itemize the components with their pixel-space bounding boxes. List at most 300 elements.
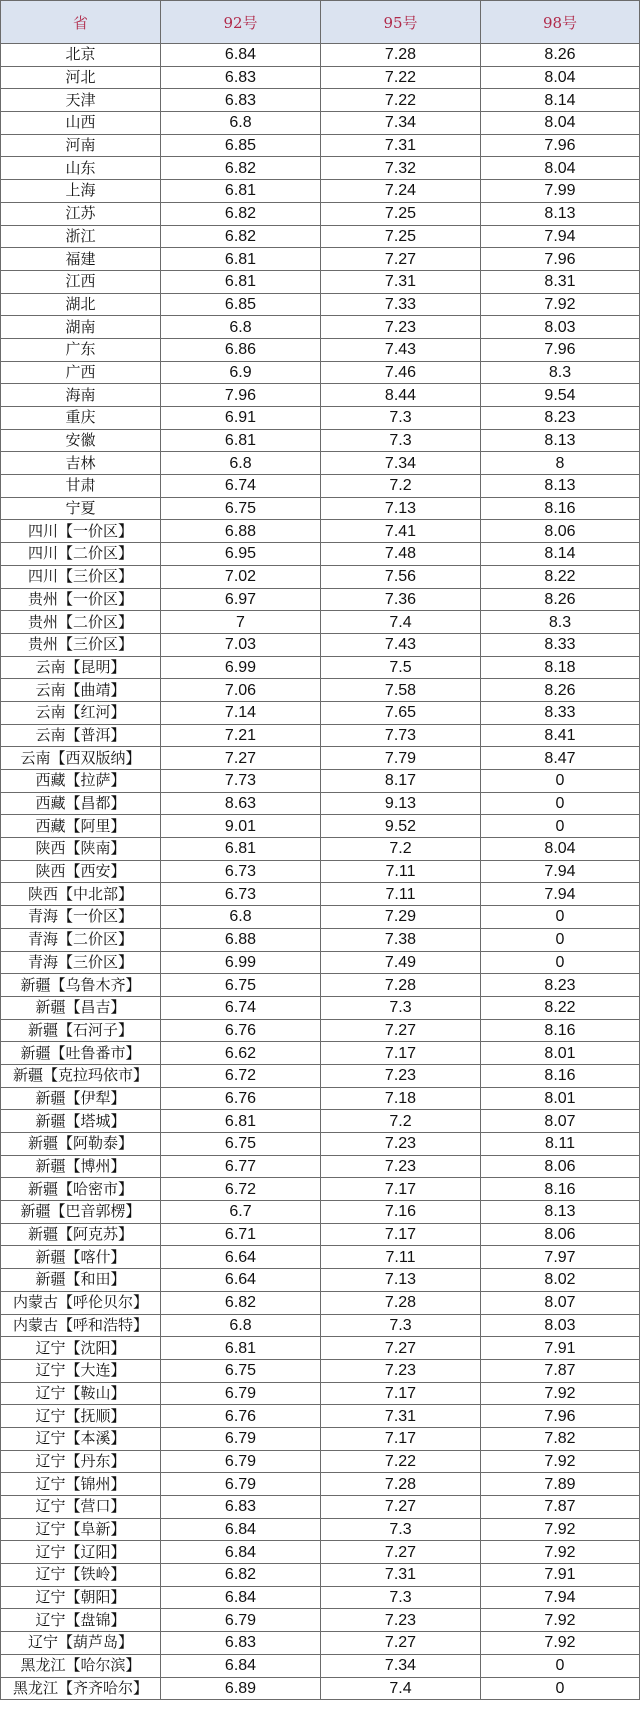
table-row [1,1110,640,1133]
price-98-cell: 8.16 [481,1064,640,1087]
price-98-cell: 7.91 [481,1564,640,1587]
province-cell: 黑龙江【齐齐哈尔】 [1,1677,161,1700]
table-row [1,770,640,793]
price-92-cell: 6.72 [161,1178,321,1201]
price-92-cell: 6.75 [161,497,321,520]
province-cell: 陕西【西安】 [1,860,161,883]
price-92-cell: 6.8 [161,452,321,475]
price-92-cell: 6.75 [161,974,321,997]
price-92-cell: 6.73 [161,860,321,883]
price-95-cell: 7.3 [321,429,481,452]
price-92-cell: 6.81 [161,180,321,203]
province-cell: 宁夏 [1,497,161,520]
table-row [1,838,640,861]
price-95-cell: 8.17 [321,770,481,793]
province-cell: 贵州【三价区】 [1,633,161,656]
price-98-cell: 8.04 [481,112,640,135]
table-row [1,656,640,679]
province-cell: 西藏【昌都】 [1,792,161,815]
table-row [1,293,640,316]
price-98-cell: 7.94 [481,860,640,883]
price-98-cell: 8.16 [481,1019,640,1042]
price-92-cell: 6.81 [161,1110,321,1133]
table-row [1,89,640,112]
price-92-cell: 6.86 [161,338,321,361]
province-cell: 陕西【中北部】 [1,883,161,906]
price-92-cell: 6.99 [161,656,321,679]
province-cell: 青海【二价区】 [1,928,161,951]
price-98-cell: 0 [481,1677,640,1700]
province-cell: 辽宁【丹东】 [1,1450,161,1473]
price-98-cell: 7.92 [481,1609,640,1632]
price-98-cell: 8.33 [481,701,640,724]
province-cell: 内蒙古【呼和浩特】 [1,1314,161,1337]
header-98: 98号 [481,1,640,44]
price-92-cell: 6.84 [161,1654,321,1677]
province-cell: 陕西【陕南】 [1,838,161,861]
price-98-cell: 0 [481,770,640,793]
price-95-cell: 7.31 [321,1405,481,1428]
price-92-cell: 6.91 [161,407,321,430]
province-cell: 新疆【博州】 [1,1155,161,1178]
price-95-cell: 7.38 [321,928,481,951]
price-92-cell: 7.02 [161,565,321,588]
province-cell: 辽宁【抚顺】 [1,1405,161,1428]
price-92-cell: 9.01 [161,815,321,838]
table-row [1,452,640,475]
price-98-cell: 8.04 [481,66,640,89]
price-98-cell: 8.04 [481,157,640,180]
price-92-cell: 7.27 [161,747,321,770]
table-row [1,747,640,770]
table-row [1,44,640,67]
province-cell: 贵州【二价区】 [1,611,161,634]
price-92-cell: 6.79 [161,1427,321,1450]
province-cell: 江西 [1,270,161,293]
province-cell: 新疆【巴音郭楞】 [1,1201,161,1224]
price-92-cell: 6.85 [161,293,321,316]
province-cell: 黑龙江【哈尔滨】 [1,1654,161,1677]
price-98-cell: 8.16 [481,497,640,520]
table-row [1,1473,640,1496]
price-95-cell: 7.58 [321,679,481,702]
province-cell: 河北 [1,66,161,89]
table-row [1,724,640,747]
table-row [1,1042,640,1065]
price-95-cell: 8.44 [321,384,481,407]
province-cell: 云南【曲靖】 [1,679,161,702]
table-row [1,860,640,883]
province-cell: 新疆【哈密市】 [1,1178,161,1201]
price-98-cell: 8.26 [481,588,640,611]
price-95-cell: 7.49 [321,951,481,974]
table-row [1,407,640,430]
province-cell: 云南【西双版纳】 [1,747,161,770]
price-95-cell: 7.11 [321,860,481,883]
price-95-cell: 9.13 [321,792,481,815]
price-98-cell: 8.23 [481,407,640,430]
province-cell: 辽宁【阜新】 [1,1518,161,1541]
price-98-cell: 8 [481,452,640,475]
price-92-cell: 6.79 [161,1609,321,1632]
header-row [1,1,640,44]
price-92-cell: 6.84 [161,44,321,67]
price-95-cell: 7.28 [321,974,481,997]
price-98-cell: 7.96 [481,134,640,157]
price-92-cell: 6.8 [161,316,321,339]
province-cell: 贵州【一价区】 [1,588,161,611]
price-98-cell: 9.54 [481,384,640,407]
price-95-cell: 7.2 [321,1110,481,1133]
price-98-cell: 8.3 [481,611,640,634]
province-cell: 山西 [1,112,161,135]
price-95-cell: 7.28 [321,1473,481,1496]
table-row [1,543,640,566]
price-98-cell: 7.96 [481,1405,640,1428]
province-cell: 辽宁【大连】 [1,1359,161,1382]
price-95-cell: 7.31 [321,270,481,293]
province-cell: 四川【三价区】 [1,565,161,588]
table-row [1,270,640,293]
price-95-cell: 7.79 [321,747,481,770]
table-row [1,1654,640,1677]
price-92-cell: 6.83 [161,1632,321,1655]
price-92-cell: 6.82 [161,1564,321,1587]
province-cell: 福建 [1,248,161,271]
price-95-cell: 7.23 [321,316,481,339]
province-cell: 辽宁【铁岭】 [1,1564,161,1587]
province-cell: 江苏 [1,202,161,225]
price-92-cell: 7.14 [161,701,321,724]
province-cell: 新疆【石河子】 [1,1019,161,1042]
price-98-cell: 8.18 [481,656,640,679]
price-98-cell: 8.03 [481,316,640,339]
province-cell: 辽宁【鞍山】 [1,1382,161,1405]
province-cell: 内蒙古【呼伦贝尔】 [1,1291,161,1314]
price-98-cell: 8.01 [481,1042,640,1065]
price-95-cell: 7.17 [321,1042,481,1065]
province-cell: 四川【一价区】 [1,520,161,543]
province-cell: 辽宁【沈阳】 [1,1337,161,1360]
price-92-cell: 7 [161,611,321,634]
price-95-cell: 7.22 [321,66,481,89]
price-98-cell: 8.22 [481,565,640,588]
price-95-cell: 7.13 [321,1269,481,1292]
price-98-cell: 8.03 [481,1314,640,1337]
province-cell: 安徽 [1,429,161,452]
price-98-cell: 7.99 [481,180,640,203]
price-98-cell: 8.41 [481,724,640,747]
price-95-cell: 7.34 [321,452,481,475]
price-98-cell: 7.92 [481,1541,640,1564]
price-95-cell: 7.48 [321,543,481,566]
price-92-cell: 6.88 [161,520,321,543]
price-95-cell: 9.52 [321,815,481,838]
table-row [1,1291,640,1314]
price-95-cell: 7.34 [321,112,481,135]
price-92-cell: 7.96 [161,384,321,407]
price-98-cell: 8.22 [481,996,640,1019]
price-92-cell: 6.84 [161,1541,321,1564]
province-cell: 新疆【吐鲁番市】 [1,1042,161,1065]
table-row [1,497,640,520]
table-row [1,361,640,384]
table-row [1,1155,640,1178]
price-98-cell: 0 [481,792,640,815]
province-cell: 新疆【伊犁】 [1,1087,161,1110]
table-row [1,1337,640,1360]
price-92-cell: 6.9 [161,361,321,384]
table-row [1,974,640,997]
table-row [1,134,640,157]
price-92-cell: 6.64 [161,1269,321,1292]
price-95-cell: 7.32 [321,157,481,180]
price-95-cell: 7.27 [321,248,481,271]
price-98-cell: 8.14 [481,89,640,112]
price-92-cell: 6.82 [161,1291,321,1314]
table-row [1,996,640,1019]
price-92-cell: 6.74 [161,996,321,1019]
price-92-cell: 6.81 [161,270,321,293]
price-95-cell: 7.65 [321,701,481,724]
table-row [1,1064,640,1087]
price-95-cell: 7.16 [321,1201,481,1224]
price-92-cell: 6.75 [161,1359,321,1382]
price-98-cell: 8.26 [481,44,640,67]
table-row [1,1677,640,1700]
price-98-cell: 0 [481,906,640,929]
price-98-cell: 0 [481,928,640,951]
price-92-cell: 6.97 [161,588,321,611]
price-98-cell: 7.94 [481,1586,640,1609]
price-95-cell: 7.23 [321,1155,481,1178]
table-row [1,565,640,588]
price-98-cell: 8.13 [481,202,640,225]
table-row [1,928,640,951]
province-cell: 山东 [1,157,161,180]
table-row [1,248,640,271]
price-95-cell: 7.56 [321,565,481,588]
price-92-cell: 6.83 [161,89,321,112]
table-body [1,44,640,1700]
price-98-cell: 0 [481,1654,640,1677]
province-cell: 西藏【拉萨】 [1,770,161,793]
header-92: 92号 [161,1,321,44]
price-92-cell: 6.8 [161,1314,321,1337]
price-98-cell: 0 [481,815,640,838]
table-row [1,1450,640,1473]
price-92-cell: 7.03 [161,633,321,656]
price-98-cell: 7.82 [481,1427,640,1450]
price-98-cell: 8.26 [481,679,640,702]
table-row [1,520,640,543]
province-cell: 重庆 [1,407,161,430]
table-row [1,1269,640,1292]
table-row [1,1609,640,1632]
price-92-cell: 7.06 [161,679,321,702]
price-95-cell: 7.25 [321,225,481,248]
province-cell: 吉林 [1,452,161,475]
province-cell: 辽宁【葫芦岛】 [1,1632,161,1655]
price-98-cell: 8.11 [481,1133,640,1156]
table-row [1,883,640,906]
price-98-cell: 7.91 [481,1337,640,1360]
price-98-cell: 7.92 [481,1632,640,1655]
price-98-cell: 7.92 [481,293,640,316]
price-95-cell: 7.17 [321,1178,481,1201]
price-92-cell: 6.75 [161,1133,321,1156]
province-cell: 辽宁【盘锦】 [1,1609,161,1632]
price-92-cell: 6.81 [161,248,321,271]
province-cell: 天津 [1,89,161,112]
price-98-cell: 8.06 [481,1155,640,1178]
table-row [1,1632,640,1655]
price-98-cell: 7.94 [481,883,640,906]
table-row [1,66,640,89]
price-98-cell: 8.07 [481,1110,640,1133]
table-row [1,1133,640,1156]
price-98-cell: 8.33 [481,633,640,656]
table-row [1,1405,640,1428]
price-95-cell: 7.23 [321,1133,481,1156]
price-92-cell: 6.72 [161,1064,321,1087]
price-95-cell: 7.41 [321,520,481,543]
price-95-cell: 7.23 [321,1609,481,1632]
table-row [1,1541,640,1564]
header-province: 省 [1,1,161,44]
price-92-cell: 6.62 [161,1042,321,1065]
table-row [1,1246,640,1269]
province-cell: 广东 [1,338,161,361]
price-95-cell: 7.27 [321,1632,481,1655]
price-92-cell: 6.79 [161,1382,321,1405]
table-row [1,1586,640,1609]
price-92-cell: 6.83 [161,1496,321,1519]
price-95-cell: 7.27 [321,1496,481,1519]
price-92-cell: 7.73 [161,770,321,793]
table-row [1,1201,640,1224]
price-95-cell: 7.43 [321,338,481,361]
price-92-cell: 6.82 [161,225,321,248]
table-row [1,1496,640,1519]
province-cell: 湖南 [1,316,161,339]
price-98-cell: 8.04 [481,838,640,861]
province-cell: 广西 [1,361,161,384]
price-95-cell: 7.23 [321,1064,481,1087]
province-cell: 新疆【阿勒泰】 [1,1133,161,1156]
price-98-cell: 8.06 [481,520,640,543]
price-95-cell: 7.23 [321,1359,481,1382]
price-95-cell: 7.36 [321,588,481,611]
table-row [1,429,640,452]
province-cell: 云南【普洱】 [1,724,161,747]
price-95-cell: 7.13 [321,497,481,520]
province-cell: 云南【红河】 [1,701,161,724]
price-98-cell: 7.96 [481,338,640,361]
price-95-cell: 7.43 [321,633,481,656]
province-cell: 四川【二价区】 [1,543,161,566]
price-92-cell: 6.74 [161,475,321,498]
price-98-cell: 7.87 [481,1496,640,1519]
table-row [1,157,640,180]
province-cell: 辽宁【本溪】 [1,1427,161,1450]
province-cell: 海南 [1,384,161,407]
price-95-cell: 7.27 [321,1541,481,1564]
price-92-cell: 7.21 [161,724,321,747]
price-98-cell: 8.23 [481,974,640,997]
price-95-cell: 7.3 [321,996,481,1019]
price-95-cell: 7.46 [321,361,481,384]
table-row [1,633,640,656]
price-98-cell: 8.13 [481,429,640,452]
price-92-cell: 6.81 [161,838,321,861]
price-98-cell: 8.16 [481,1178,640,1201]
price-92-cell: 6.95 [161,543,321,566]
table-row [1,792,640,815]
table-row [1,1427,640,1450]
price-92-cell: 6.89 [161,1677,321,1700]
price-95-cell: 7.5 [321,656,481,679]
province-cell: 北京 [1,44,161,67]
table-row [1,225,640,248]
table-row [1,1178,640,1201]
price-95-cell: 7.25 [321,202,481,225]
price-95-cell: 7.17 [321,1382,481,1405]
price-92-cell: 6.8 [161,112,321,135]
price-92-cell: 6.84 [161,1586,321,1609]
price-92-cell: 6.73 [161,883,321,906]
price-98-cell: 7.94 [481,225,640,248]
price-92-cell: 6.7 [161,1201,321,1224]
price-98-cell: 8.14 [481,543,640,566]
price-98-cell: 7.87 [481,1359,640,1382]
price-95-cell: 7.11 [321,883,481,906]
province-cell: 新疆【昌吉】 [1,996,161,1019]
price-95-cell: 7.17 [321,1223,481,1246]
province-cell: 湖北 [1,293,161,316]
table-row [1,1518,640,1541]
price-92-cell: 6.76 [161,1405,321,1428]
price-92-cell: 6.71 [161,1223,321,1246]
table-row [1,180,640,203]
table-row [1,588,640,611]
table-row [1,112,640,135]
price-92-cell: 6.76 [161,1087,321,1110]
price-95-cell: 7.11 [321,1246,481,1269]
price-92-cell: 6.64 [161,1246,321,1269]
price-95-cell: 7.31 [321,1564,481,1587]
province-cell: 辽宁【朝阳】 [1,1586,161,1609]
price-95-cell: 7.28 [321,1291,481,1314]
price-95-cell: 7.22 [321,1450,481,1473]
price-98-cell: 8.07 [481,1291,640,1314]
price-98-cell: 8.47 [481,747,640,770]
price-98-cell: 8.3 [481,361,640,384]
table-row [1,1564,640,1587]
price-92-cell: 8.63 [161,792,321,815]
price-92-cell: 6.88 [161,928,321,951]
price-95-cell: 7.27 [321,1019,481,1042]
price-95-cell: 7.4 [321,611,481,634]
price-92-cell: 6.8 [161,906,321,929]
price-95-cell: 7.27 [321,1337,481,1360]
table-row [1,1087,640,1110]
table-row [1,384,640,407]
table-row [1,316,640,339]
province-cell: 河南 [1,134,161,157]
price-95-cell: 7.2 [321,475,481,498]
table-row [1,1223,640,1246]
